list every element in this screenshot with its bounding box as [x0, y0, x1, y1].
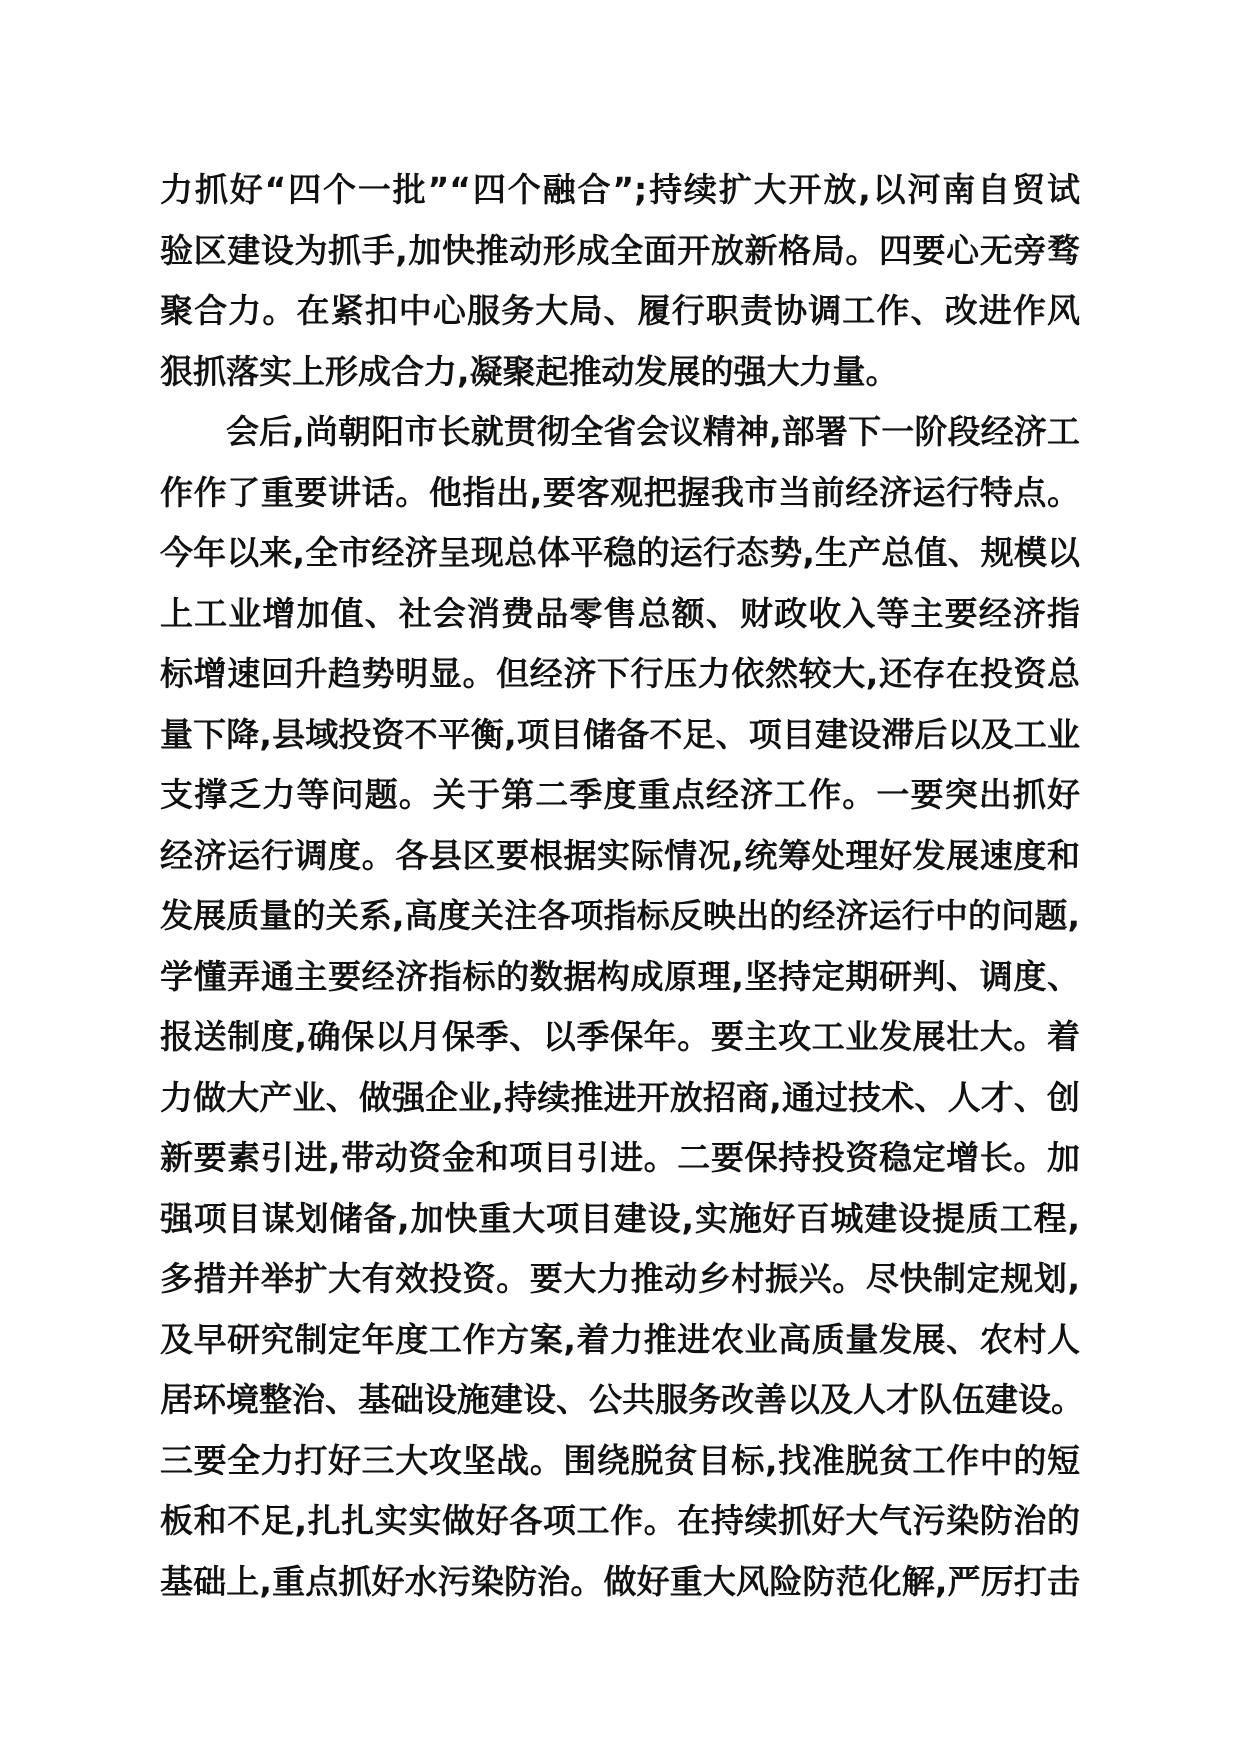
text-line-8: 上工业增加值、社会消费品零售总额、财政收入等主要经济指 — [160, 593, 1080, 633]
text-line-20: 及早研究制定年度工作方案,着力推进农业高质量发展、农村人 — [160, 1319, 1080, 1359]
text-line-3: 聚合力。在紧扣中心服务大局、履行职责协调工作、改进作风 — [160, 291, 1080, 330]
text-line-19: 多措并举扩大有效投资。要大力推动乡村振兴。尽快制定规划, — [160, 1259, 1080, 1298]
text-line-7: 今年以来,全市经济呈现总体平稳的运行态势,生产总值、规模以 — [160, 533, 1080, 572]
text-line-16: 力做大产业、做强企业,持续推进开放招商,通过技术、人才、创 — [160, 1077, 1080, 1117]
text-line-15: 报送制度,确保以月保季、以季保年。要主攻工业发展壮大。着 — [160, 1017, 1080, 1056]
text-line-22: 三要全力打好三大攻坚战。围绕脱贫目标,找准脱贫工作中的短 — [160, 1440, 1080, 1480]
text-line-9: 标增速回升趋势明显。但经济下行压力依然较大,还存在投资总 — [160, 654, 1080, 693]
text-line-23: 板和不足,扎扎实实做好各项工作。在持续抓好大气污染防治的 — [160, 1501, 1080, 1540]
text-line-17: 新要素引进,带动资金和项目引进。二要保持投资稳定增长。加 — [160, 1138, 1080, 1177]
text-line-6: 作作了重要讲话。他指出,要客观把握我市当前经济运行特点。 — [160, 472, 1080, 512]
text-line-21: 居环境整治、基础设施建设、公共服务改善以及人才队伍建设。 — [160, 1380, 1084, 1419]
body-text — [160, 160, 1084, 1612]
text-line-4: 狠抓落实上形成合力,凝聚起推动发展的强大力量。 — [160, 351, 899, 391]
text-line-24: 基础上,重点抓好水污染防治。做好重大风险防范化解,严厉打击 — [160, 1561, 1080, 1601]
text-line-5: 会后,尚朝阳市长就贯彻全省会议精神,部署下一阶段经济工 — [226, 412, 1080, 451]
text-line-18: 强项目谋划储备,加快重大项目建设,实施好百城建设提质工程, — [160, 1198, 1080, 1238]
text-line-14: 学懂弄通主要经济指标的数据构成原理,坚持定期研判、调度、 — [160, 956, 1080, 996]
text-line-10: 量下降,县域投资不平衡,项目储备不足、项目建设滞后以及工业 — [160, 714, 1080, 754]
text-line-2: 验区建设为抓手,加快推动形成全面开放新格局。四要心无旁骛 — [160, 230, 1080, 270]
text-line-1: 力抓好“四个一批”“四个融合”;持续扩大开放,以河南自贸试 — [160, 170, 1080, 209]
text-line-12: 经济运行调度。各县区要根据实际情况,统筹处理好发展速度和 — [160, 835, 1080, 875]
text-line-13: 发展质量的关系,高度关注各项指标反映出的经济运行中的问题, — [160, 896, 1080, 935]
text-line-11: 支撑乏力等问题。关于第二季度重点经济工作。一要突出抓好 — [160, 775, 1080, 814]
